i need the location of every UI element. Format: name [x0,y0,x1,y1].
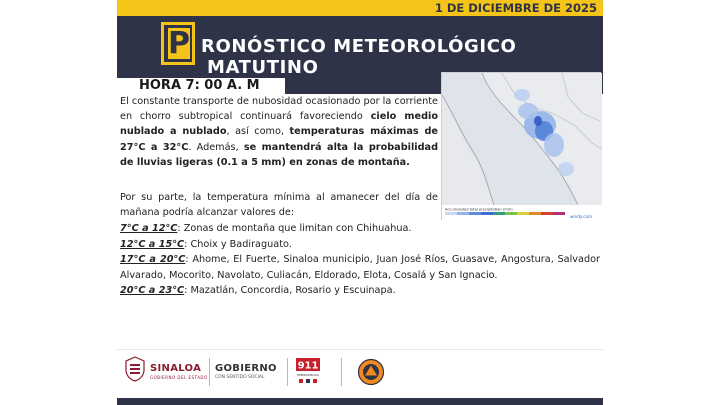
footer-bar [117,398,603,405]
logo-divider [209,358,210,386]
hour-label: HORA 7: 00 A. M [139,78,260,93]
gobierno-logo-text: GOBIERNO [215,363,277,374]
forecast-card [117,0,603,405]
civil-protection-logo-icon [357,358,385,386]
sinaloa-seal-icon [124,356,146,382]
forecast-paragraph-1 [120,94,438,170]
bold-run-temperature: temperaturas máximas de 27°C a 32°C [120,126,438,153]
bold-run-sky: cielo medio nublado a nublado [120,111,438,138]
emergency-subtext: EMERGENCIAS [297,373,319,377]
range-label: 17°C a 20°C [120,254,186,266]
range-label: 7°C a 12°C [120,223,178,234]
text-run: , así como, [226,126,290,138]
forecast-paragraph-2 [120,190,438,220]
range-item [120,252,600,283]
range-item [120,283,603,299]
date-band [117,0,603,16]
range-places: : Choix y Badiraguato. [184,238,292,250]
range-label: 20°C a 23°C [120,285,185,297]
sinaloa-logo-subtext: GOBIERNO DEL ESTADO [150,375,208,380]
range-places: : Mazatlán, Concordia, Rosario y Escuinapa. [184,285,396,297]
hour-tab [117,78,285,94]
map-credit: windy.com [570,214,593,219]
title-line-2: MATUTINO [207,57,319,78]
sinaloa-logo-text: SINALOA [150,363,202,374]
range-item [120,221,438,237]
precipitation-map [441,72,601,220]
p-logo [161,22,195,65]
text-run: . Además, [188,141,244,153]
range-places: : Zonas de montaña que limitan con Chihuahua. [177,223,412,234]
temperature-range-list [120,221,603,299]
footer [117,349,603,405]
text-run: El constante transporte de nubosidad ocasionado por la corriente en chorro subtropical continuará favoreciendo [120,96,438,123]
range-label: 12°C a 15°C [120,238,185,250]
logo-divider [341,358,342,386]
date-label: 1 DE DICIEMBRE DE 2025 [434,1,597,15]
range-places: : Ahome, El Fuerte, Sinaloa municipio, Juan José Ríos, Guasave, Angostura, Salvador Alvarado, Mocorito, Navolato, Culiacán, Eldorado, Elota, Cosalá y San Ignacio. [120,254,600,281]
emergency-number: 911 [297,360,319,372]
map-legend-label: Accumulated total precipitation (mm) [445,207,513,212]
precipitation-map-image [442,73,602,221]
gobierno-logo-subtext: CON SENTIDO SOCIAL [215,375,265,380]
title-line-1: RONÓSTICO METEOROLÓGICO [201,36,517,57]
p-logo-letter: P [168,26,190,61]
bold-run-rain: se mantendrá alta la probabilidad de lluvias ligeras (0.1 a 5 mm) en zonas de montaña. [120,141,439,168]
range-item [120,237,603,253]
logo-divider [287,358,288,386]
minimum-temperature-intro: Por su parte, la temperatura mínima al amanecer del día de mañana podría alcanzar valores de: [120,192,438,219]
emergency-911-logo-icon [294,357,322,387]
